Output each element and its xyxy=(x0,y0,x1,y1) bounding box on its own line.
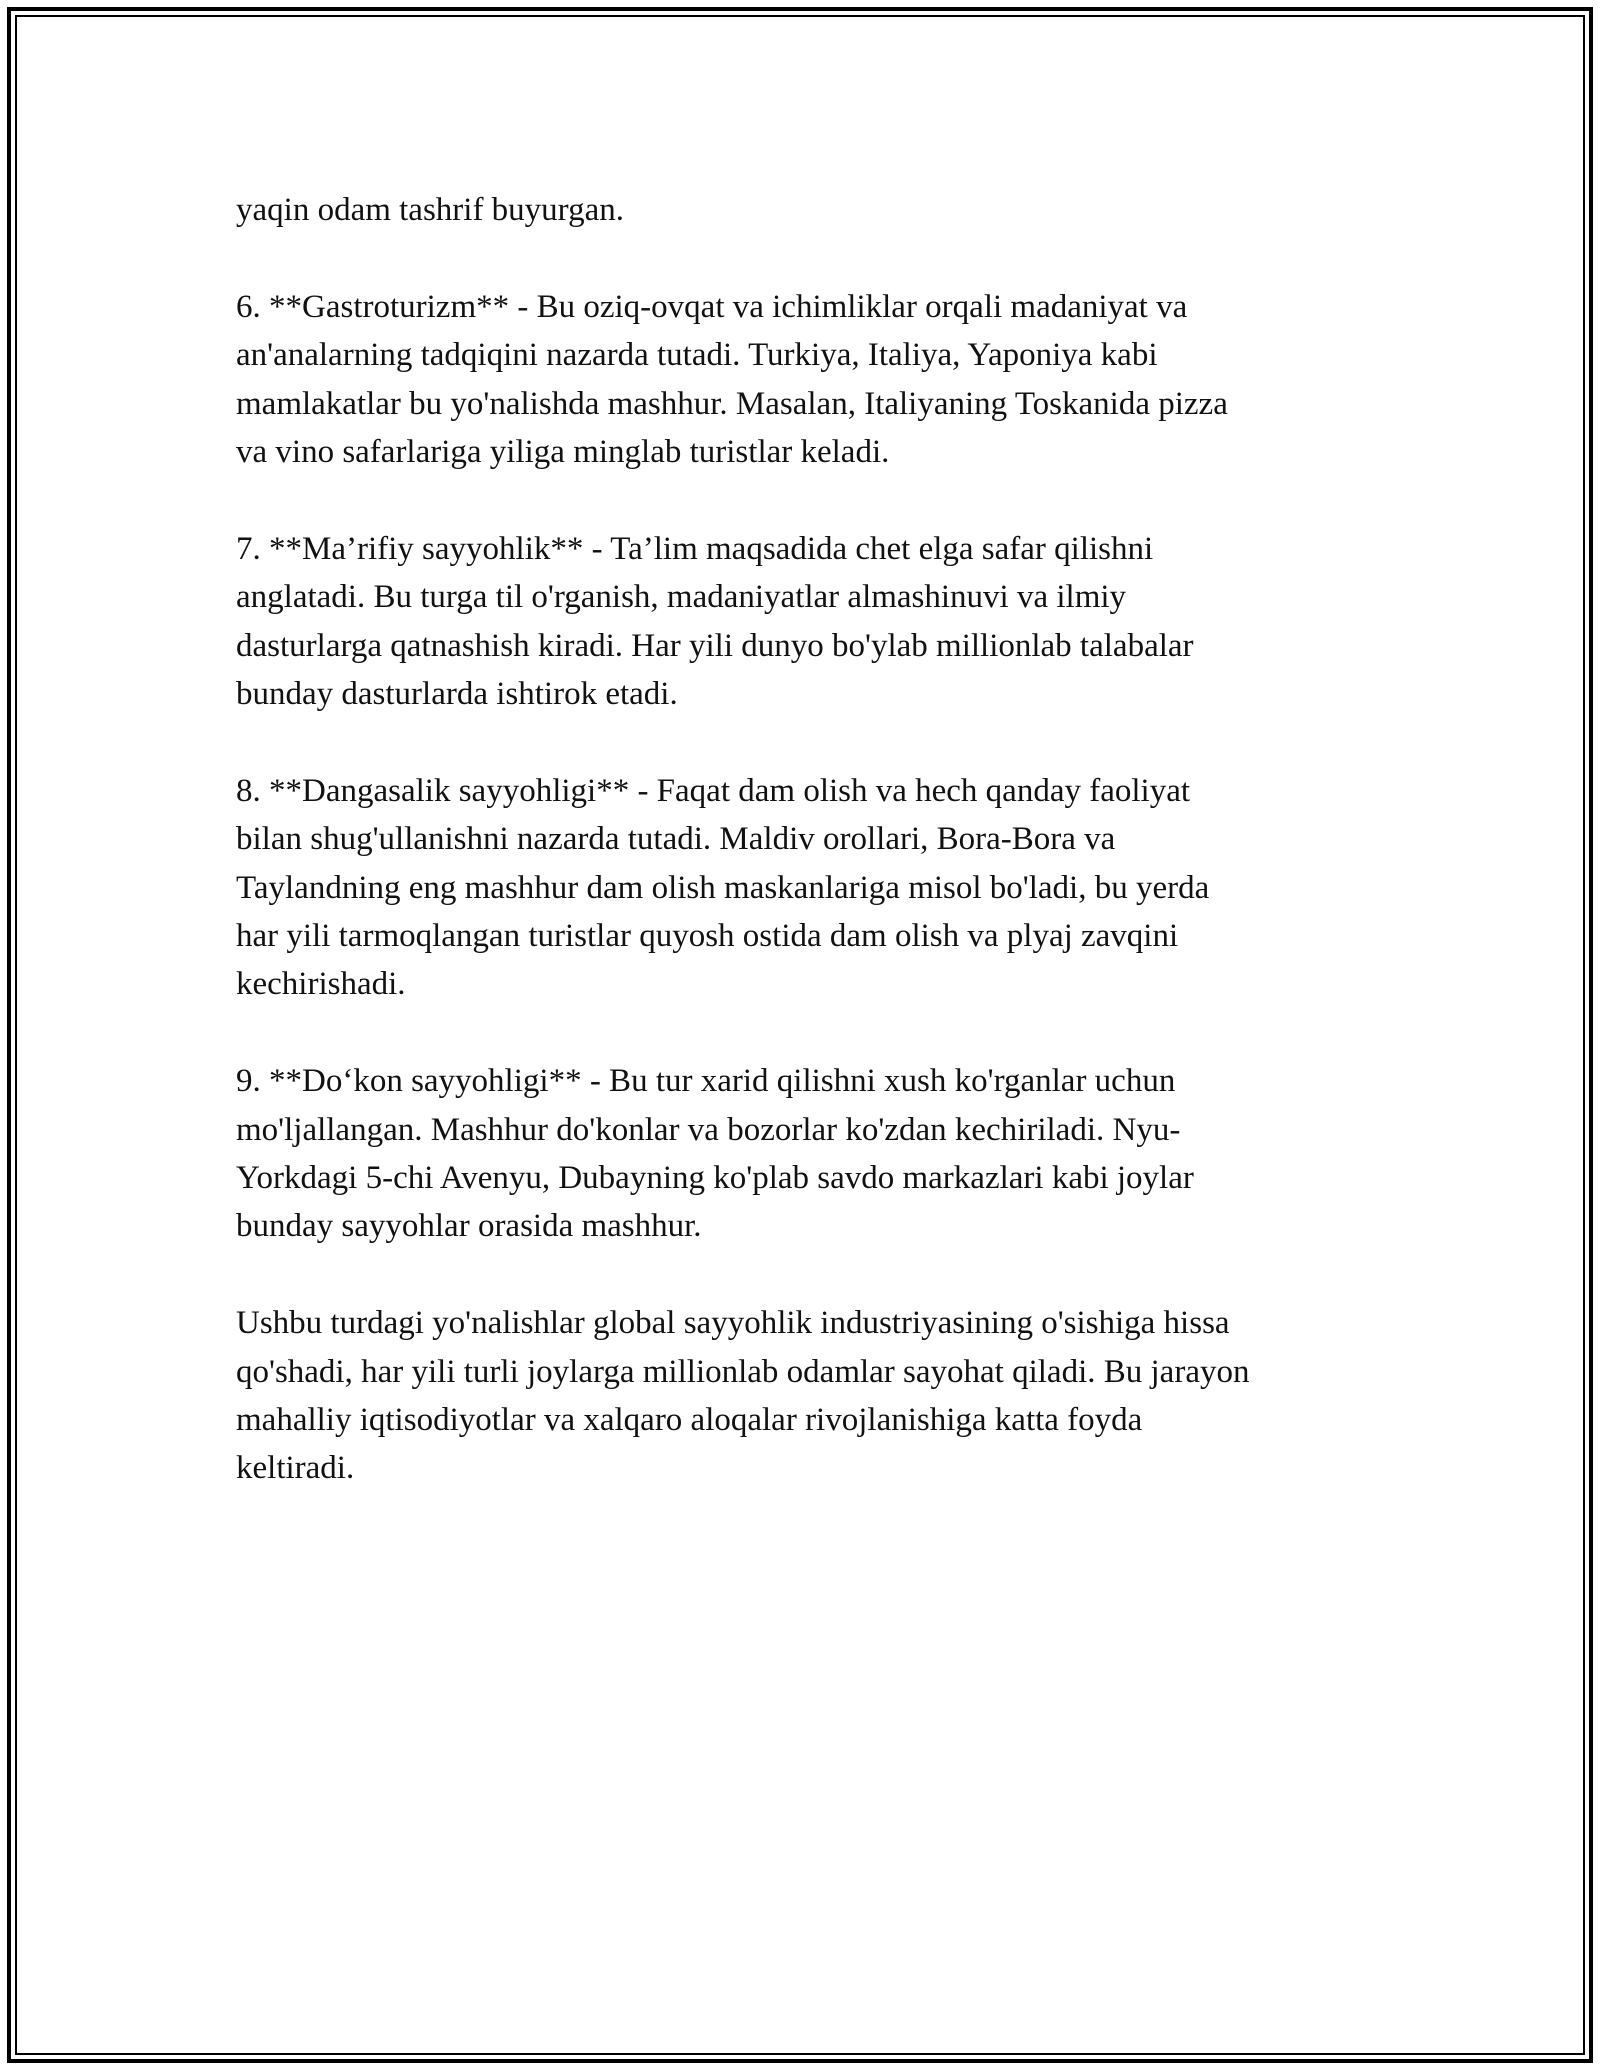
paragraph-dokon-sayyohligi: 9. **Do‘kon sayyohligi** - Bu tur xarid qilishni xush ko'rganlar uchun mo'ljallangan. Mashhur do'konlar va bozorlar ko'zdan kechiriladi. Nyu- Yorkdagi 5-chi Avenyu, Dubayning ko'plab savdo markazlari kabi joylar bunday sayyohlar orasida mashhur. xyxy=(236,1063,1194,1245)
paragraph-continuation: yaqin odam tashrif buyurgan. xyxy=(236,192,624,228)
document-body xyxy=(236,186,1386,1541)
paragraph-gastroturizm: 6. **Gastroturizm** - Bu oziq-ovqat va ichimliklar orqali madaniyat va an'analarning tadqiqini nazarda tutadi. Turkiya, Italiya, Yaponiya kabi mamlakatlar bu yo'nalishda mashhur. Masalan, Italiyaning Toskanida pizza va vino safarlariga yiliga minglab turistlar keladi. xyxy=(236,288,1228,471)
paragraph-marifiy-sayyohlik: 7. **Ma’rifiy sayyohlik** - Ta’lim maqsadida chet elga safar qilishni anglatadi. Bu turga til o'rganish, madaniyatlar almashinuvi va ilmiy dasturlarga qatnashish kiradi. Har yili dunyo bo'ylab millionlab talabalar bunday dasturlarda ishtirok etadi. xyxy=(236,530,1194,713)
paragraph-conclusion: Ushbu turdagi yo'nalishlar global sayyohlik industriyasining o'sishiga hissa qo'shadi, har yili turli joylarga millionlab odamlar sayohat qiladi. Bu jarayon mahalliy iqtisodiyotlar va xalqaro aloqalar rivojlanishiga katta foyda keltiradi. xyxy=(236,1305,1250,1487)
paragraph-dangasalik-sayyohligi: 8. **Dangasalik sayyohligi** - Faqat dam olish va hech qanday faoliyat bilan shug'ullanishni nazarda tutadi. Maldiv orollari, Bora-Bora va Taylandning eng mashhur dam olish maskanlariga misol bo'ladi, bu yerda har yili tarmoqlangan turistlar quyosh ostida dam olish va plyaj zavqini kechirishadi. xyxy=(236,772,1210,1003)
